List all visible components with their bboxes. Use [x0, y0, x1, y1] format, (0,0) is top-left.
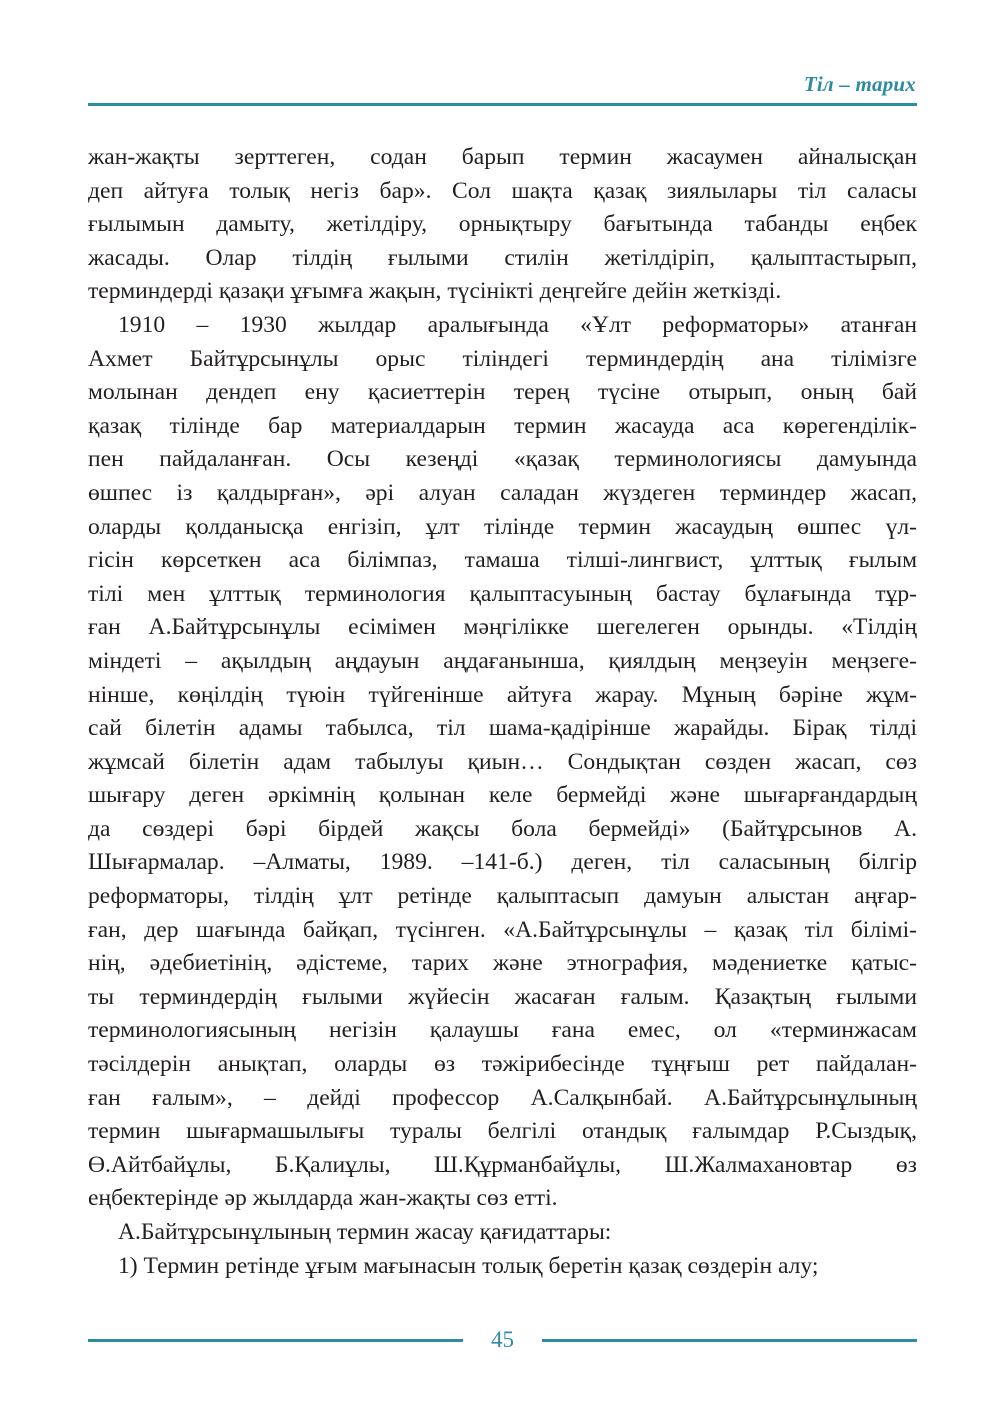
text-line: терминдерді қазақи ұғымға жақын, түсінікті деңгейге дейін жеткізді. [88, 278, 782, 305]
text-line: деп айтуға толық негіз бар». Сол шақта қазақ зиялылары тіл саласы [88, 177, 917, 204]
text-line: ған А.Байтұрсынұлы есімімен мәңгілікке шегелеген орынды. «Тілдің [88, 614, 917, 641]
text-line: өшпес із қалдырған», әрі алуан саладан жүздеген терминдер жасап, [88, 479, 917, 506]
text-line: ғылымын дамыту, жетілдіру, орнықтыру бағытында табанды еңбек [88, 211, 917, 238]
text-line: тәсілдерін анықтап, оларды өз тәжірибесінде тұңғыш рет пайдалан- [88, 1051, 917, 1078]
page-number: 45 [491, 1327, 514, 1352]
text-line: реформаторы, тілдің ұлт ретінде қалыптасып дамуын алыстан аңғар- [88, 883, 917, 910]
text-line: Ө.Айтбайұлы, Б.Қалиұлы, Ш.Құрманбайұлы, Ш.Жалмахановтар өз [88, 1151, 917, 1178]
text-line: сай білетін адамы табылса, тіл шама-қадірінше жарайды. Бірақ тілді [88, 715, 917, 742]
text-line: пен пайдаланған. Осы кезеңді «қазақ терминологиясы дамуында [88, 446, 917, 473]
text-line: жұмсай білетін адам табылуы қиын… Сондықтан сөзден жасап, сөз [88, 748, 917, 775]
text-line: 1910 – 1930 жылдар аралығында «Ұлт реформаторы» атанған [118, 311, 917, 338]
text-line: ған ғалым», – дейді профессор А.Салқынбай. А.Байтұрсынұлының [88, 1084, 917, 1111]
text-line: А.Байтұрсынұлының термин жасау қағидаттары: [118, 1219, 612, 1245]
text-line: нінше, көңілдің түюін түйгенінше айтуға жарау. Мұның бәріне жұм- [88, 681, 917, 708]
body-text [88, 141, 917, 1283]
header-rule [88, 103, 917, 106]
text-line: жан-жақты зерттеген, содан барып термин жасаумен айналысқан [88, 144, 917, 170]
text-line: жасады. Олар тілдің ғылыми стилін жетілдіріп, қалыптастырып, [88, 244, 917, 271]
text-line: шығару деген әркімнің қолынан келе бермейді және шығарғандардың [88, 782, 917, 809]
text-line: міндеті – ақылдың аңдауын аңдағанынша, қиялдың меңзеуін меңзеге- [88, 647, 917, 674]
text-line: нің, әдебиетінің, әдістеме, тарих және этнография, мәдениетке қатыс- [88, 950, 917, 977]
footer-rule-right [542, 1339, 917, 1342]
text-line: терминологиясының негізін қалаушы ғана емес, ол «терминжасам [88, 1017, 917, 1044]
text-line: Ахмет Байтұрсынұлы орыс тіліндегі терминдердің ана тілімізге [88, 345, 917, 372]
text-line: да сөздері бәрі бірдей жақсы бола бермейді» (Байтұрсынов А. [88, 815, 917, 842]
footer-rule-left [88, 1339, 463, 1342]
text-line: еңбектерінде әр жылдарда жан-жақты сөз етті. [88, 1185, 558, 1212]
text-line: оларды қолданысқа енгізіп, ұлт тілінде термин жасаудың өшпес үл- [88, 513, 917, 540]
text-line: молынан дендеп ену қасиеттерін терең түсіне отырып, оның бай [88, 379, 917, 406]
text-line: 1) Термин ретінде ұғым мағынасын толық беретін қазақ сөздерін алу; [118, 1252, 819, 1279]
text-line: тілі мен ұлттық терминология қалыптасуының бастау бұлағында тұр- [88, 580, 917, 607]
text-line: Шығармалар. –Алматы, 1989. –141-б.) деген, тіл саласының білгір [88, 849, 917, 876]
text-line: гісін көрсеткен аса білімпаз, тамаша тілші-лингвист, ұлттық ғылым [88, 547, 917, 574]
text-line: термин шығармашылығы туралы белгілі отандық ғалымдар Р.Сыздық, [88, 1118, 917, 1145]
running-header-title: Тіл – тарих [803, 72, 916, 96]
text-line: ған, дер шағында байқап, түсінген. «А.Байтұрсынұлы – қазақ тіл білімі- [88, 916, 917, 943]
text-line: ты терминдердің ғылыми жүйесін жасаған ғалым. Қазақтың ғылыми [88, 983, 917, 1010]
text-line: қазақ тілінде бар материалдарын термин жасауда аса көрегенділік- [88, 412, 917, 439]
